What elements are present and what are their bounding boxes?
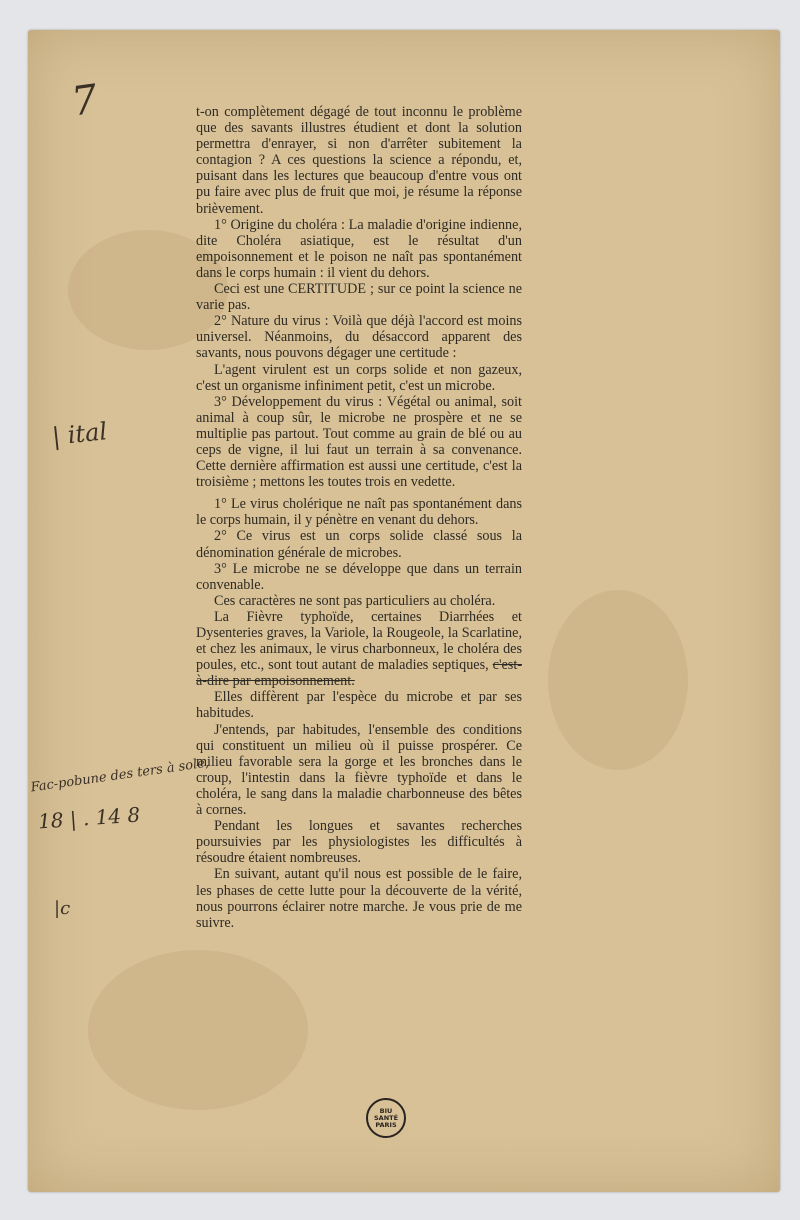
paragraph-conclusion: En suivant, autant qu'il nous est possible de le faire, les phases de cette lutte pour la découverte de la vérité, nous pourrons éclairer notre marche. Je vous prie de me suivre. (196, 866, 522, 931)
paragraph-agent: L'agent virulent est un corps solide et non gazeux, c'est un organisme infiniment petit, c'est un microbe. (196, 361, 522, 394)
paragraph-point-1: 1° Le virus cholérique ne naît pas spontanément dans le corps humain, il y pénètre en venant du dehors. (196, 496, 522, 529)
library-stamp (366, 1098, 406, 1138)
paragraph-origine: 1° Origine du choléra : La maladie d'origine indienne, dite Choléra asiatique, est le résultat d'un empoisonnement et le poison ne naît pas spontanément dans le corps humain : il vient du dehors. (196, 216, 522, 281)
paragraph-nature: 2° Nature du virus : Voilà que déjà l'accord est moins universel. Néanmoins, du désaccord apparent des savants, nous pouvons dégager une certitude : (196, 313, 522, 362)
paragraph-maladies (196, 609, 522, 689)
folio-number: 7 (68, 76, 101, 126)
margin-note-ital: | ital (50, 417, 109, 451)
paragraph-point-3: 3° Le microbe ne se développe que dans un terrain convenable. (196, 560, 522, 593)
paragraph-developpement: 3° Développement du virus : Végétal ou animal, soit animal à coup sûr, le microbe ne prospère et ne se multiplie pas partout. Tout comme au grain de blé ou au ceps de vigne, il lui faut un terrain à sa convenance. Cette dernière affirmation est aussi une certitude, c'est la troisième ; mettons les toutes trois en vedette. (196, 393, 522, 491)
paragraph-differences: Elles diffèrent par l'espèce du microbe et par ses habitudes. (196, 689, 522, 722)
paragraph-intro: t-on complètement dégagé de tout inconnu le problème que des savants illustres étudient et dont la solution permettra d'enrayer, si non d'arrêter subitement la contagion ? A ces questions la science a répondu, et, puisant dans les lectures que beaucoup d'entre vous ont pu faire avec plus de fruit que moi, je résume la réponse brièvement. (196, 104, 522, 217)
margin-note-lc: |c (54, 898, 71, 919)
paragraph-certitude: Ceci est une CERTITUDE ; sur ce point la science ne varie pas. (196, 281, 522, 314)
stamp-line: PARIS (375, 1120, 397, 1129)
stamp-line: SANTÉ (373, 1113, 399, 1122)
margin-note-reference: 18 | . 14 8 (37, 802, 141, 834)
maladies-text: La Fièvre typhoïde, certaines Diarrhées et Dysenteries graves, la Variole, la Rougeole, la Scarlatine, et chez les animaux, le virus charbonneux, le choléra des poules, etc., sont tout autant de maladies septiques, (196, 608, 522, 674)
paragraph-caracteres: Ces caractères ne sont pas particuliers au choléra. (214, 592, 496, 609)
struck-out-text: c'est-à-dire par empoisonnement. (196, 657, 522, 690)
margin-note-correction: Fac-pobune des ters à sole, (29, 755, 210, 796)
stamp-line: BIU (379, 1106, 393, 1115)
paragraph-point-2: 2° Ce virus est un corps solide classé sous la dénomination générale de microbes. (196, 528, 522, 561)
printed-text-column (196, 104, 522, 931)
paragraph-recherches: Pendant les longues et savantes recherches poursuivies par les physiologistes les difficultés à résoudre étaient nombreuses. (196, 818, 522, 867)
paragraph-habitudes: J'entends, par habitudes, l'ensemble des conditions qui constituent un milieu où il puisse prospérer. Ce milieu favorable sera la gorge et les bronches dans le croup, l'intestin dans la fièvre typhoïde et dans le choléra, le sang dans la maladie charbonneuse des bêtes à cornes. (196, 721, 522, 819)
